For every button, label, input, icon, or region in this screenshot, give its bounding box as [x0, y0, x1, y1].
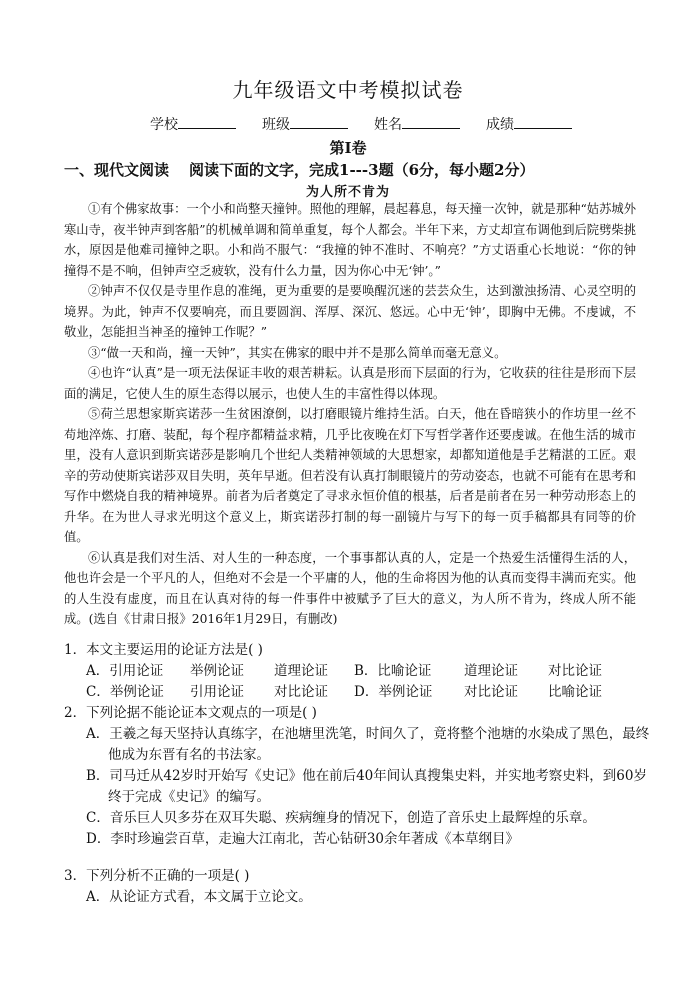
option-term: 道理论证	[274, 663, 328, 679]
option-term: 比喻论证	[548, 684, 602, 700]
article-title: 为人所不肯为	[305, 185, 390, 200]
school-label: 学校	[150, 117, 178, 133]
option-term: 对比论证	[274, 684, 328, 700]
article-paragraph: ③“做一天和尚，撞一天钟”，其实在佛家的眼中并不是那么简单而毫无意义。	[88, 345, 507, 360]
student-info-line	[150, 114, 590, 134]
score-label: 成绩	[486, 117, 514, 133]
volume-heading: 第Ⅰ卷	[329, 139, 367, 157]
name-label: 姓名	[374, 117, 402, 133]
article-paragraph: ②钟声不仅仅是寺里作息的准绳，更为重要的是要唤醒沉迷的芸芸众生，达到激浊扬清、心灵空明的境界。为此，钟声不仅要响亮，而且要圆润、浑厚、深沉、悠远。心中无‘钟’，即胸中无佛。不虔诚，不敬业，怎能担当神圣的撞钟工作呢？”	[64, 284, 636, 339]
question-2	[64, 703, 654, 850]
question-1	[64, 640, 654, 703]
article-paragraph: ①有个佛家故事：一个小和尚整天撞钟。照他的理解，晨起暮息，每天撞一次钟，就是那种“姑苏城外寒山寺，夜半钟声到客船”的机械单调和简单重复，每个人都会。半年下来，方丈却宣布调他到后院劈柴挑水，原因是他难司撞钟之职。小和尚不服气：“我撞的钟不准时、不响亮？”方丈语重心长地说：“你的钟撞得不是不响，但钟声空乏疲软，没有什么力量，因为你心中无‘钟’。”	[64, 202, 636, 278]
option-b[interactable]: B．司马迁从42岁时开始写《史记》他在前后40年间认真搜集史料，并实地考察史料，到60岁终于完成《史记》的编写。	[86, 768, 647, 805]
option-a[interactable]: A．王羲之每天坚持认真练字，在池塘里洗笔，时间久了，竟将整个池塘的水染成了黑色，最终他成为东晋有名的书法家。	[86, 726, 650, 763]
section-instruction: 阅读下面的文字，完成1---3题（6分，每小题2分）	[189, 161, 535, 179]
option-d[interactable]: D．李时珍遍尝百草，走遍大江南北，苦心钻研30余年著成《本草纲目》	[86, 831, 520, 847]
score-blank[interactable]	[514, 116, 572, 129]
question-stem: 2．下列论据不能论证本文观点的一项是( )	[64, 705, 317, 721]
section-heading	[64, 159, 534, 180]
article-paragraph: ⑤荷兰思想家斯宾诺莎一生贫困潦倒，以打磨眼镜片维持生活。白天，他在昏暗狭小的作坊里一丝不苟地淬炼、打磨、装配，每个程序都精益求精，几乎比夜晚在灯下写哲学著作还要虔诚。在他生活的城市里，没有人意识到斯宾诺莎是影响几个世纪人类精神领域的大思想家，却都知道他是手艺精湛的工匠。艰辛的劳动使斯宾诺莎双目失明，英年早逝。但若没有认真打制眼镜片的劳动姿态，也就不可能有在思考和写作中燃烧自我的精神境界。前者为后者奠定了寻求永恒价值的根基，后者是前者在另一种劳动形态上的升华。在为世人寻求光明这个意义上，斯宾诺莎打制的每一副镜片与写下的每一页手稿都具有同等的价值。	[64, 407, 636, 544]
option-term: 对比论证	[548, 663, 602, 679]
question-stem: 1．本文主要运用的论证方法是( )	[64, 642, 263, 658]
article-paragraph: ⑥认真是我们对生活、对人生的一种态度，一个事事都认真的人，定是一个热爱生活懂得生活的人，他也许会是一个平凡的人，但绝对不会是一个平庸的人，他的生命将因为他的认真而变得丰满而充实。他的人生没有虚度，而且在认真对待的每一件事件中被赋予了巨大的意义，为人所不肯为，终成人所不能成。(选自《甘肃日报》2016年1月29日，有删改)	[64, 550, 636, 626]
section-title: 一、现代文阅读	[64, 161, 170, 179]
option-b[interactable]: B．比喻论证	[354, 663, 432, 679]
question-3	[64, 866, 654, 908]
option-row	[86, 682, 654, 703]
school-blank[interactable]	[178, 116, 236, 129]
option-a[interactable]: A．从论证方式看，本文属于立论文。	[86, 889, 312, 905]
option-term: 引用论证	[190, 684, 244, 700]
question-stem: 3．下列分析不正确的一项是( )	[64, 868, 250, 884]
option-a[interactable]: A．引用论证	[86, 663, 164, 679]
article-body	[64, 199, 636, 630]
option-c[interactable]: C．音乐巨人贝多芬在双耳失聪、疾病缠身的情况下，创造了音乐史上最辉煌的乐章。	[86, 810, 596, 826]
option-term: 道理论证	[464, 663, 518, 679]
article-paragraph: ④也许“认真”是一项无法保证丰收的艰苦耕耘。认真是形而下层面的行为，它收获的往往是形而下层面的满足，它使人生的原生态得以展示，也使人生的丰富性得以体现。	[64, 366, 636, 401]
option-term: 举例论证	[190, 663, 244, 679]
class-blank[interactable]	[290, 116, 348, 129]
option-d[interactable]: D．举例论证	[354, 684, 433, 700]
option-c[interactable]: C．举例论证	[86, 684, 164, 700]
class-label: 班级	[262, 117, 290, 133]
exam-title: 九年级语文中考模拟试卷	[232, 78, 464, 102]
option-term: 对比论证	[464, 684, 518, 700]
option-row	[86, 661, 654, 682]
name-blank[interactable]	[402, 116, 460, 129]
